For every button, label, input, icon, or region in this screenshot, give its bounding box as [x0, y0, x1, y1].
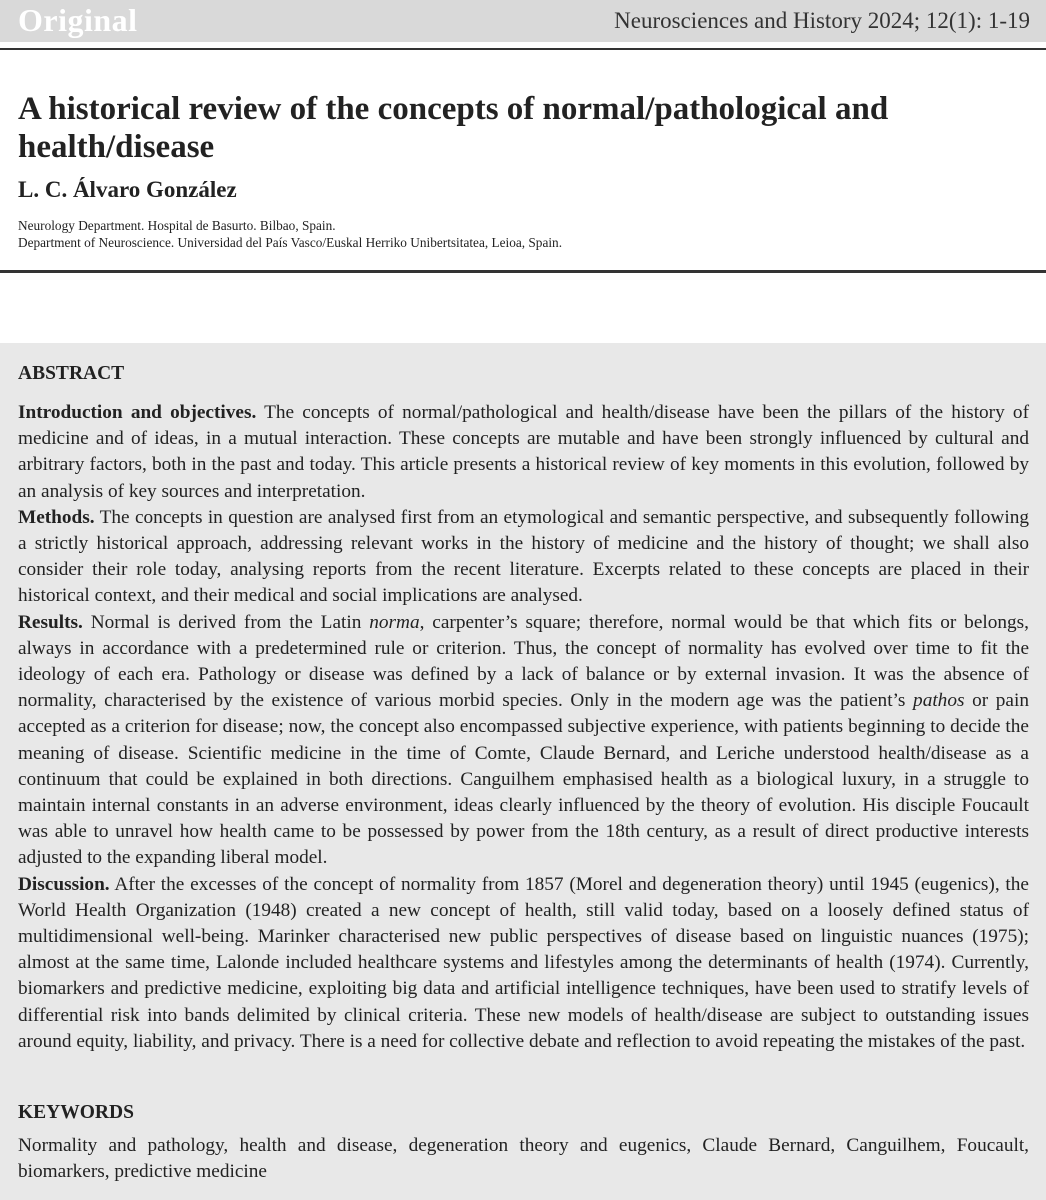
results-label: Results. — [18, 611, 83, 633]
discussion-text: After the excesses of the concept of normality from 1857 (Morel and degeneration theory) until 1945 (eugenics), the World Health Organization (1948) created a new concept of health, still valid today, based on a loosely defined status of multidimensional well-being. Marinker characterised new public perspectives of disease based on linguistic nuances (1975); almost at the same time, Lalonde included healthcare systems and lifestyles among the determinants of health (1974). Currently, biomarkers and predictive medicine, exploiting big data and artificial intelligence techniques, have been used to stratify levels of differential risk into bands delimited by clinical criteria. These new models of health/disease are subject to outstanding issues around equity, liability, and privacy. There is a need for collective debate and reflection to avoid repeating the mistakes of the past. — [18, 873, 1029, 1052]
discussion-label: Discussion. — [18, 873, 110, 895]
affiliation-1: Neurology Department. Hospital de Basurto. Bilbao, Spain. — [18, 218, 336, 233]
title-block-divider — [0, 270, 1046, 273]
abstract-introduction — [18, 400, 1029, 505]
keywords-heading: KEYWORDS — [18, 1102, 134, 1123]
introduction-label: Introduction and objectives. — [18, 402, 257, 423]
abstract-heading: ABSTRACT — [18, 363, 125, 384]
article-title: A historical review of the concepts of normal/pathological and health/disease — [18, 91, 889, 165]
abstract-discussion — [18, 872, 1029, 1055]
results-text-1: Normal is derived from the Latin — [82, 611, 370, 633]
results-text-2: , carpenter’s square; therefore, normal would be that which fits or belongs, always in accordance with a predetermined rule or criterion. Thus, the concept of normality has evolved over time to fit the ideology of each era. Pathology or disease was defined by a lack of balance or by external invasion. It was the absence of normality, characterised by the existence of various morbid species. Only in the modern age was the patient’s — [18, 611, 1029, 712]
author-name: L. C. Álvaro González — [18, 177, 237, 202]
results-italic-norma: norma — [369, 611, 420, 633]
introduction-text: The concepts of normal/pathological and health/disease have been the pillars of the history of medicine and of ideas, in a mutual interaction. These concepts are mutable and have been strongly influenced by cultural and arbitrary factors, both in the past and today. This article presents a historical review of key moments in this evolution, followed by an analysis of key sources and interpretation. — [18, 402, 1029, 502]
abstract-results — [18, 610, 1029, 872]
affiliation-2: Department of Neuroscience. Universidad del País Vasco/Euskal Herriko Unibertsitatea, Leioa, Spain. — [18, 235, 563, 250]
abstract-methods — [18, 505, 1029, 610]
abstract-panel — [0, 343, 1046, 1200]
journal-citation: Neurosciences and History 2024; 12(1): 1-19 — [614, 8, 1030, 33]
results-text-3: or pain accepted as a criterion for disease; now, the concept also encompassed subjective experience, with patients beginning to decide the meaning of disease. Scientific medicine in the time of Comte, Claude Bernard, and Leriche understood health/disease as a continuum that could be explained in both directions. Canguilhem emphasised health as a biological luxury, in a struggle to maintain internal constants in an adverse environment, ideas clearly influenced by the theory of evolution. His disciple Foucault was able to unravel how health came to be possessed by power from the 18th century, as a result of direct productive interests adjusted to the expanding liberal model. — [18, 690, 1029, 869]
article-type-label: Original — [18, 2, 138, 38]
results-italic-pathos: pathos — [913, 690, 965, 712]
methods-text: The concepts in question are analysed first from an etymological and semantic perspective, and subsequently following a strictly historical approach, addressing relevant works in the history of medicine and the history of thought; we shall also consider their role today, analysing reports from the recent literature. Excerpts related to these concepts are placed in their historical context, and their medical and social implications are analysed. — [18, 506, 1029, 607]
abstract-body — [18, 400, 1029, 1055]
keywords-text: Normality and pathology, health and disease, degeneration theory and eugenics, Claude Bernard, Canguilhem, Foucault, biomarkers, predictive medicine — [18, 1135, 1029, 1183]
header-divider — [0, 48, 1046, 50]
header-bar — [0, 0, 1046, 42]
methods-label: Methods. — [18, 506, 95, 528]
affiliations — [18, 217, 562, 251]
